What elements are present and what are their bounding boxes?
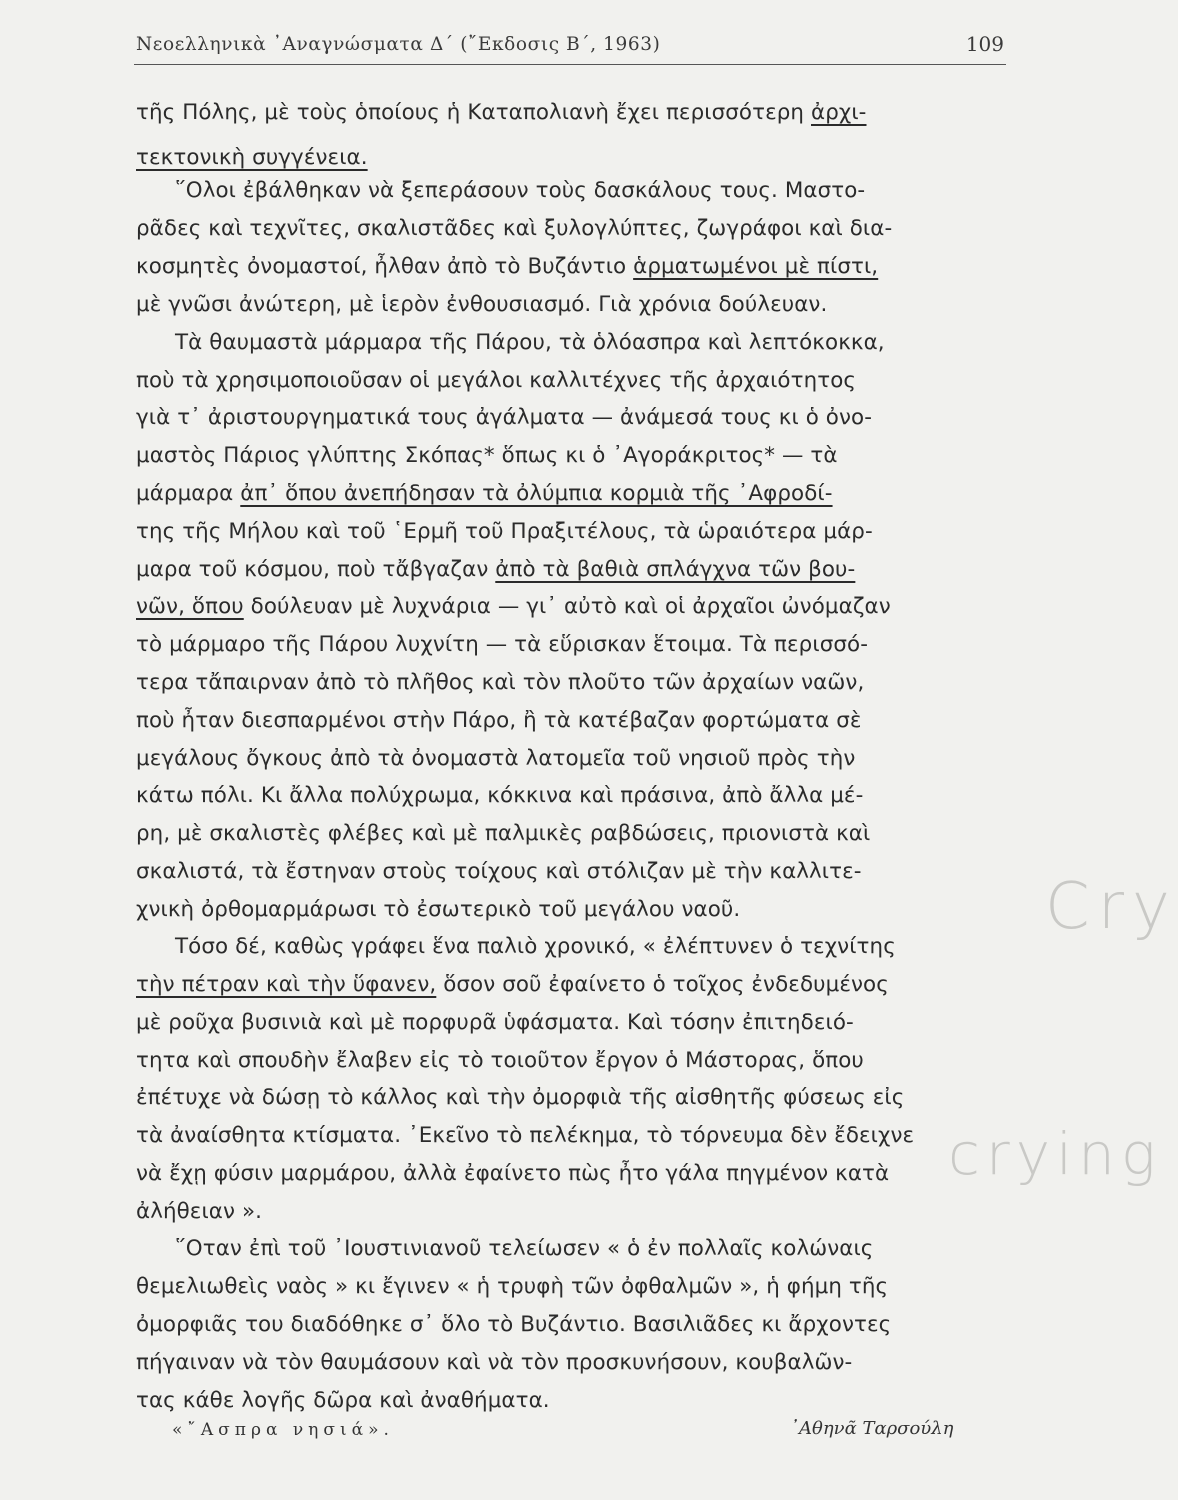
text-line-9: γιὰ τ᾿ ἀριστουργηματικά τους ἀγάλματα — ἀνάμεσά τους κι ὁ ὀνο- [136, 405, 873, 430]
text-line-5: κοσμητὲς ὀνομαστοί, ἦλθαν ἀπὸ τὸ Βυζάντιο ἁρματωμένοι μὲ πίστι, [136, 254, 879, 279]
text-line-6: μὲ γνῶσι ἀνώτερη, μὲ ἱερὸν ἐνθουσιασμό. Γιὰ χρόνια δούλευαν. [136, 292, 828, 317]
text-line-22: χνικὴ ὀρθομαρμάρωσι τὸ ἐσωτερικὸ τοῦ μεγάλου ναοῦ. [136, 897, 741, 922]
text-line-4: ρᾶδες καὶ τεχνῖτες, σκαλιστᾶδες καὶ ξυλογλύπτες, ζωγράφοι καὶ δια- [136, 216, 893, 241]
paragraph-4-line-1: Τόσο δέ, καθὼς γράφει ἕνα παλιὸ χρονικό, « ἐλέπτυνεν ὁ τεχνίτης [175, 934, 896, 959]
text-line-14: νῶν, ὅπου δούλευαν μὲ λυχνάρια — γι᾿ αὐτὸ καὶ οἱ ἀρχαῖοι ὠνόμαζαν [136, 594, 891, 619]
text-line-34: πήγαιναν νὰ τὸν θαυμάσουν καὶ νὰ τὸν προσκυνήσουν, κουβαλῶν- [136, 1350, 853, 1375]
text-line-1: τῆς Πόλης, μὲ τοὺς ὁποίους ἡ Καταπολιανὴ ἔχει περισσότερη ἀρχι- [136, 100, 867, 125]
text-line-26: τητα καὶ σπουδὴν ἔλαβεν εἰς τὸ τοιοῦτον ἔργον ὁ Μάστορας, ὅπου [136, 1048, 864, 1073]
text-line-33: ὀμορφιᾶς του διαδόθηκε σ᾿ ὅλο τὸ Βυζάντιο. Βασιλιᾶδες κι ἄρχοντες [136, 1312, 892, 1337]
text-line-16: τερα τἄπαιρναν ἀπὸ τὸ πλῆθος καὶ τὸν πλοῦτο τῶν ἀρχαίων ναῶν, [136, 670, 865, 695]
text-line-25: μὲ ροῦχα βυσινιὰ καὶ μὲ πορφυρᾶ ὑφάσματα. Καὶ τόσην ἐπιτηδειό- [136, 1010, 854, 1035]
page-number: 109 [965, 32, 1004, 56]
text-line-20: ρη, μὲ σκαλιστὲς φλέβες καὶ μὲ παλμικὲς ραβδώσεις, πριονιστὰ καὶ [136, 821, 871, 846]
text-line-12: της τῆς Μήλου καὶ τοῦ ῾Ερμῆ τοῦ Πραξιτέλους, τὰ ὡραιότερα μάρ- [136, 519, 873, 544]
underlined-phrase: νῶν, ὅπου [136, 594, 244, 619]
handwritten-note: Cry [1045, 870, 1178, 944]
text-line-28: τὰ ἀναίσθητα κτίσματα. ᾿Εκεῖνο τὸ πελέκημα, τὸ τόρνευμα δὲν ἔδειχνε [136, 1123, 915, 1148]
underlined-phrase: ἁρματωμένοι μὲ πίστι, [633, 254, 879, 279]
running-title: Νεοελληνικὰ ᾿Αναγνώσματα Δ΄ (῎Εκδοσις Β΄, 1963) [136, 34, 661, 55]
text-line-15: τὸ μάρμαρο τῆς Πάρου λυχνίτη — τὰ εὕρισκαν ἕτοιμα. Τὰ περισσό- [136, 632, 869, 657]
underlined-phrase: ἀρχι- [811, 100, 867, 125]
text-line-13: μαρα τοῦ κόσμου, ποὺ τἄβγαζαν ἀπὸ τὰ βαθιὰ σπλάγχνα τῶν βου- [136, 557, 856, 582]
text-line-2 [136, 143, 1008, 173]
text-line-29: νὰ ἔχῃ φύσιν μαρμάρου, ἀλλὰ ἐφαίνετο πὼς ἦτο γάλα πηγμένον κατὰ [136, 1161, 890, 1186]
running-header [134, 28, 1006, 65]
handwritten-note: crying [948, 1120, 1162, 1188]
paragraph-5-line-1: ῞Οταν ἐπὶ τοῦ ᾿Ιουστινιανοῦ τελείωσεν « ὁ ἐν πολλαῖς κολώναις [175, 1236, 874, 1261]
underlined-phrase: ἀπὸ τὰ βαθιὰ σπλάγχνα τῶν βου- [495, 557, 856, 582]
text-line-35: τας κάθε λογῆς δῶρα καὶ ἀναθήματα. [136, 1388, 550, 1413]
text-line-30: ἀλήθειαν ». [136, 1199, 263, 1224]
text-line-10: μαστὸς Πάριος γλύπτης Σκόπας* ὅπως κι ὁ ᾿Αγοράκριτος* — τὰ [136, 443, 838, 468]
text-line-21: σκαλιστά, τὰ ἔστηναν στοὺς τοίχους καὶ στόλιζαν μὲ τὴν καλλιτε- [136, 859, 862, 884]
underlined-phrase: ἀπ᾿ ὅπου ἀνεπήδησαν τὰ ὀλύμπια κορμιὰ τῆς ᾿Αφροδί- [240, 481, 833, 506]
text-line-32: θεμελιωθεὶς ναὸς » κι ἔγινεν « ἡ τρυφὴ τῶν ὀφθαλμῶν », ἡ φήμη τῆς [136, 1274, 889, 1299]
author-name: ᾿Αθηνᾶ Ταρσούλη [790, 1418, 954, 1439]
paragraph-3-line-1: Τὰ θαυμαστὰ μάρμαρα τῆς Πάρου, τὰ ὁλόασπρα καὶ λεπτόκοκκα, [175, 330, 885, 355]
text-line-27: ἐπέτυχε νὰ δώσῃ τὸ κάλλος καὶ τὴν ὀμορφιὰ τῆς αἰσθητῆς φύσεως εἰς [136, 1085, 905, 1110]
underlined-phrase: τεκτονικὴ συγγένεια. [136, 145, 368, 170]
paragraph-2-line-1: ῞Ολοι ἐβάλθηκαν νὰ ξεπεράσουν τοὺς δασκάλους τους. Μαστο- [175, 178, 866, 203]
text-line-8: ποὺ τὰ χρησιμοποιοῦσαν οἱ μεγάλοι καλλιτέχνες τῆς ἀρχαιότητος [136, 368, 857, 393]
text-line-17: ποὺ ἦταν διεσπαρμένοι στὴν Πάρο, ἢ τὰ κατέβαζαν φορτώματα σὲ [136, 708, 862, 733]
underlined-phrase: τὴν πέτραν καὶ τὴν ὕφανεν, [136, 972, 437, 997]
text-line-18: μεγάλους ὄγκους ἀπὸ τὰ ὀνομαστὰ λατομεῖα τοῦ νησιοῦ πρὸς τὴν [136, 746, 856, 771]
text-line-24: τὴν πέτραν καὶ τὴν ὕφανεν, ὅσον σοῦ ἐφαίνετο ὁ τοῖχος ἐνδεδυμένος [136, 972, 889, 997]
text-line-11: μάρμαρα ἀπ᾿ ὅπου ἀνεπήδησαν τὰ ὀλύμπια κορμιὰ τῆς ᾿Αφροδί- [136, 481, 833, 506]
text-line-19: κάτω πόλι. Κι ἄλλα πολύχρωμα, κόκκινα καὶ πράσινα, ἀπὸ ἄλλα μέ- [136, 783, 864, 808]
source-citation: «῎Ασπρα νησιά». [172, 1420, 394, 1440]
